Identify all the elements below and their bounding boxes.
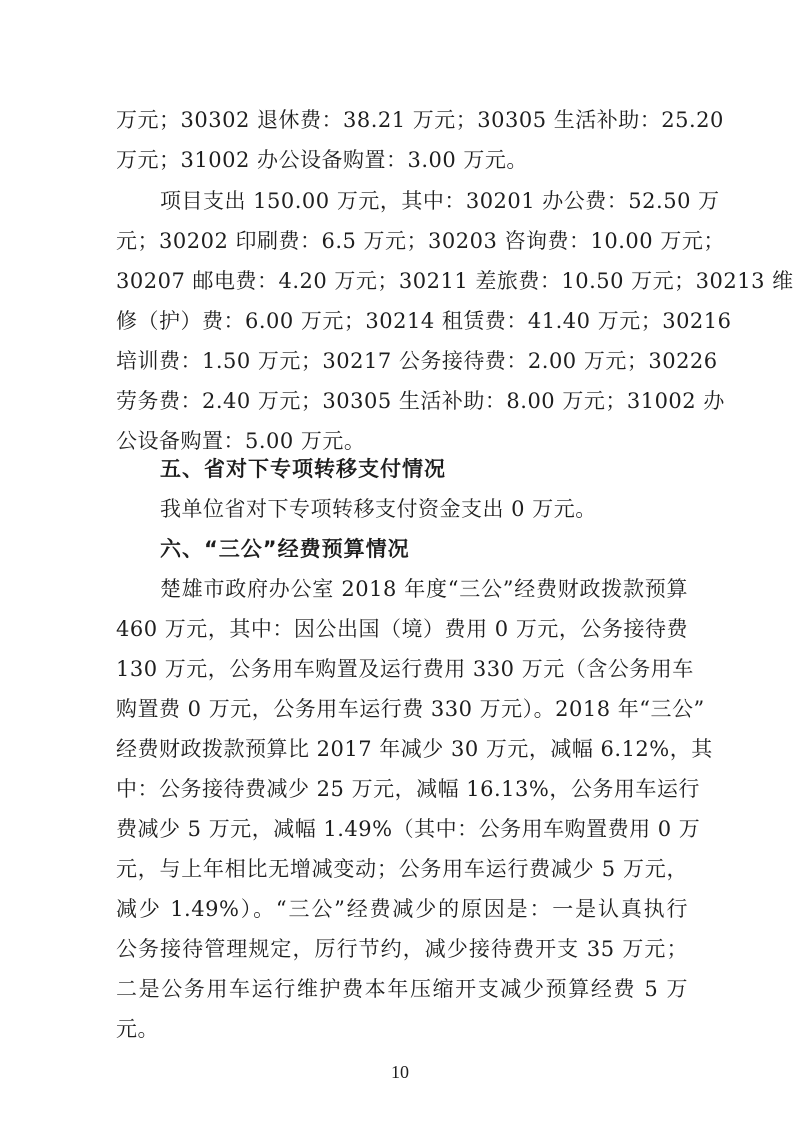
text-line: 中：公务接待费减少 25 万元，减幅 16.13%，公务用车运行 — [116, 777, 700, 801]
text-line: 元。 — [116, 1017, 159, 1041]
text-line: 公务接待管理规定，厉行节约，减少接待费开支 35 万元； — [116, 937, 688, 961]
text-line: 460 万元，其中：因公出国（境）费用 0 万元，公务接待费 — [116, 617, 688, 641]
text-line: 减少 1.49%）。“三公”经费减少的原因是：一是认真执行 — [116, 897, 688, 921]
text-line: 万元；31002 办公设备购置：3.00 万元。 — [116, 148, 528, 172]
text-line: 万元；30302 退休费：38.21 万元；30305 生活补助：25.20 — [116, 108, 724, 132]
text-line: 楚雄市政府办公室 2018 年度“三公”经费财政拨款预算 — [160, 577, 688, 601]
text-line: 培训费：1.50 万元；30217 公务接待费：2.00 万元；30226 — [116, 349, 718, 373]
text-line: 公设备购置：5.00 万元。 — [116, 429, 366, 453]
text-line: 我单位省对下专项转移支付资金支出 0 万元。 — [160, 497, 597, 521]
text-line: 项目支出 150.00 万元，其中：30201 办公费：52.50 万 — [160, 189, 720, 213]
text-line: 修（护）费：6.00 万元；30214 租赁费：41.40 万元；30216 — [116, 309, 732, 333]
page-number: 10 — [391, 1062, 409, 1082]
text-line: 费减少 5 万元，减幅 1.49%（其中：公务用车购置费用 0 万 — [116, 817, 701, 841]
paragraph-basic-expenditure — [116, 100, 724, 180]
text-line: 元，与上年相比无增减变动；公务用车运行费减少 5 万元， — [116, 857, 688, 881]
paragraph-project-expenditure — [116, 181, 794, 461]
section-three-public-expenses — [116, 529, 713, 1049]
section-heading: 六、“三公”经费预算情况 — [160, 537, 410, 561]
text-line: 二是公务用车运行维护费本年压缩开支减少预算经费 5 万 — [116, 977, 688, 1001]
text-line: 经费财政拨款预算比 2017 年减少 30 万元，减幅 6.12%，其 — [116, 737, 713, 761]
text-line: 劳务费：2.40 万元；30305 生活补助：8.00 万元；31002 办 — [116, 389, 725, 413]
text-line: 130 万元，公务用车购置及运行费用 330 万元（含公务用车 — [116, 657, 694, 681]
text-line: 30207 邮电费：4.20 万元；30211 差旅费：10.50 万元；30213 维 — [116, 269, 794, 293]
section-transfer-payment — [116, 449, 688, 529]
section-heading: 五、省对下专项转移支付情况 — [160, 457, 446, 481]
text-line: 购置费 0 万元，公务用车运行费 330 万元）。2018 年“三公” — [116, 697, 705, 721]
text-line: 元；30202 印刷费：6.5 万元；30203 咨询费：10.00 万元； — [116, 229, 725, 253]
